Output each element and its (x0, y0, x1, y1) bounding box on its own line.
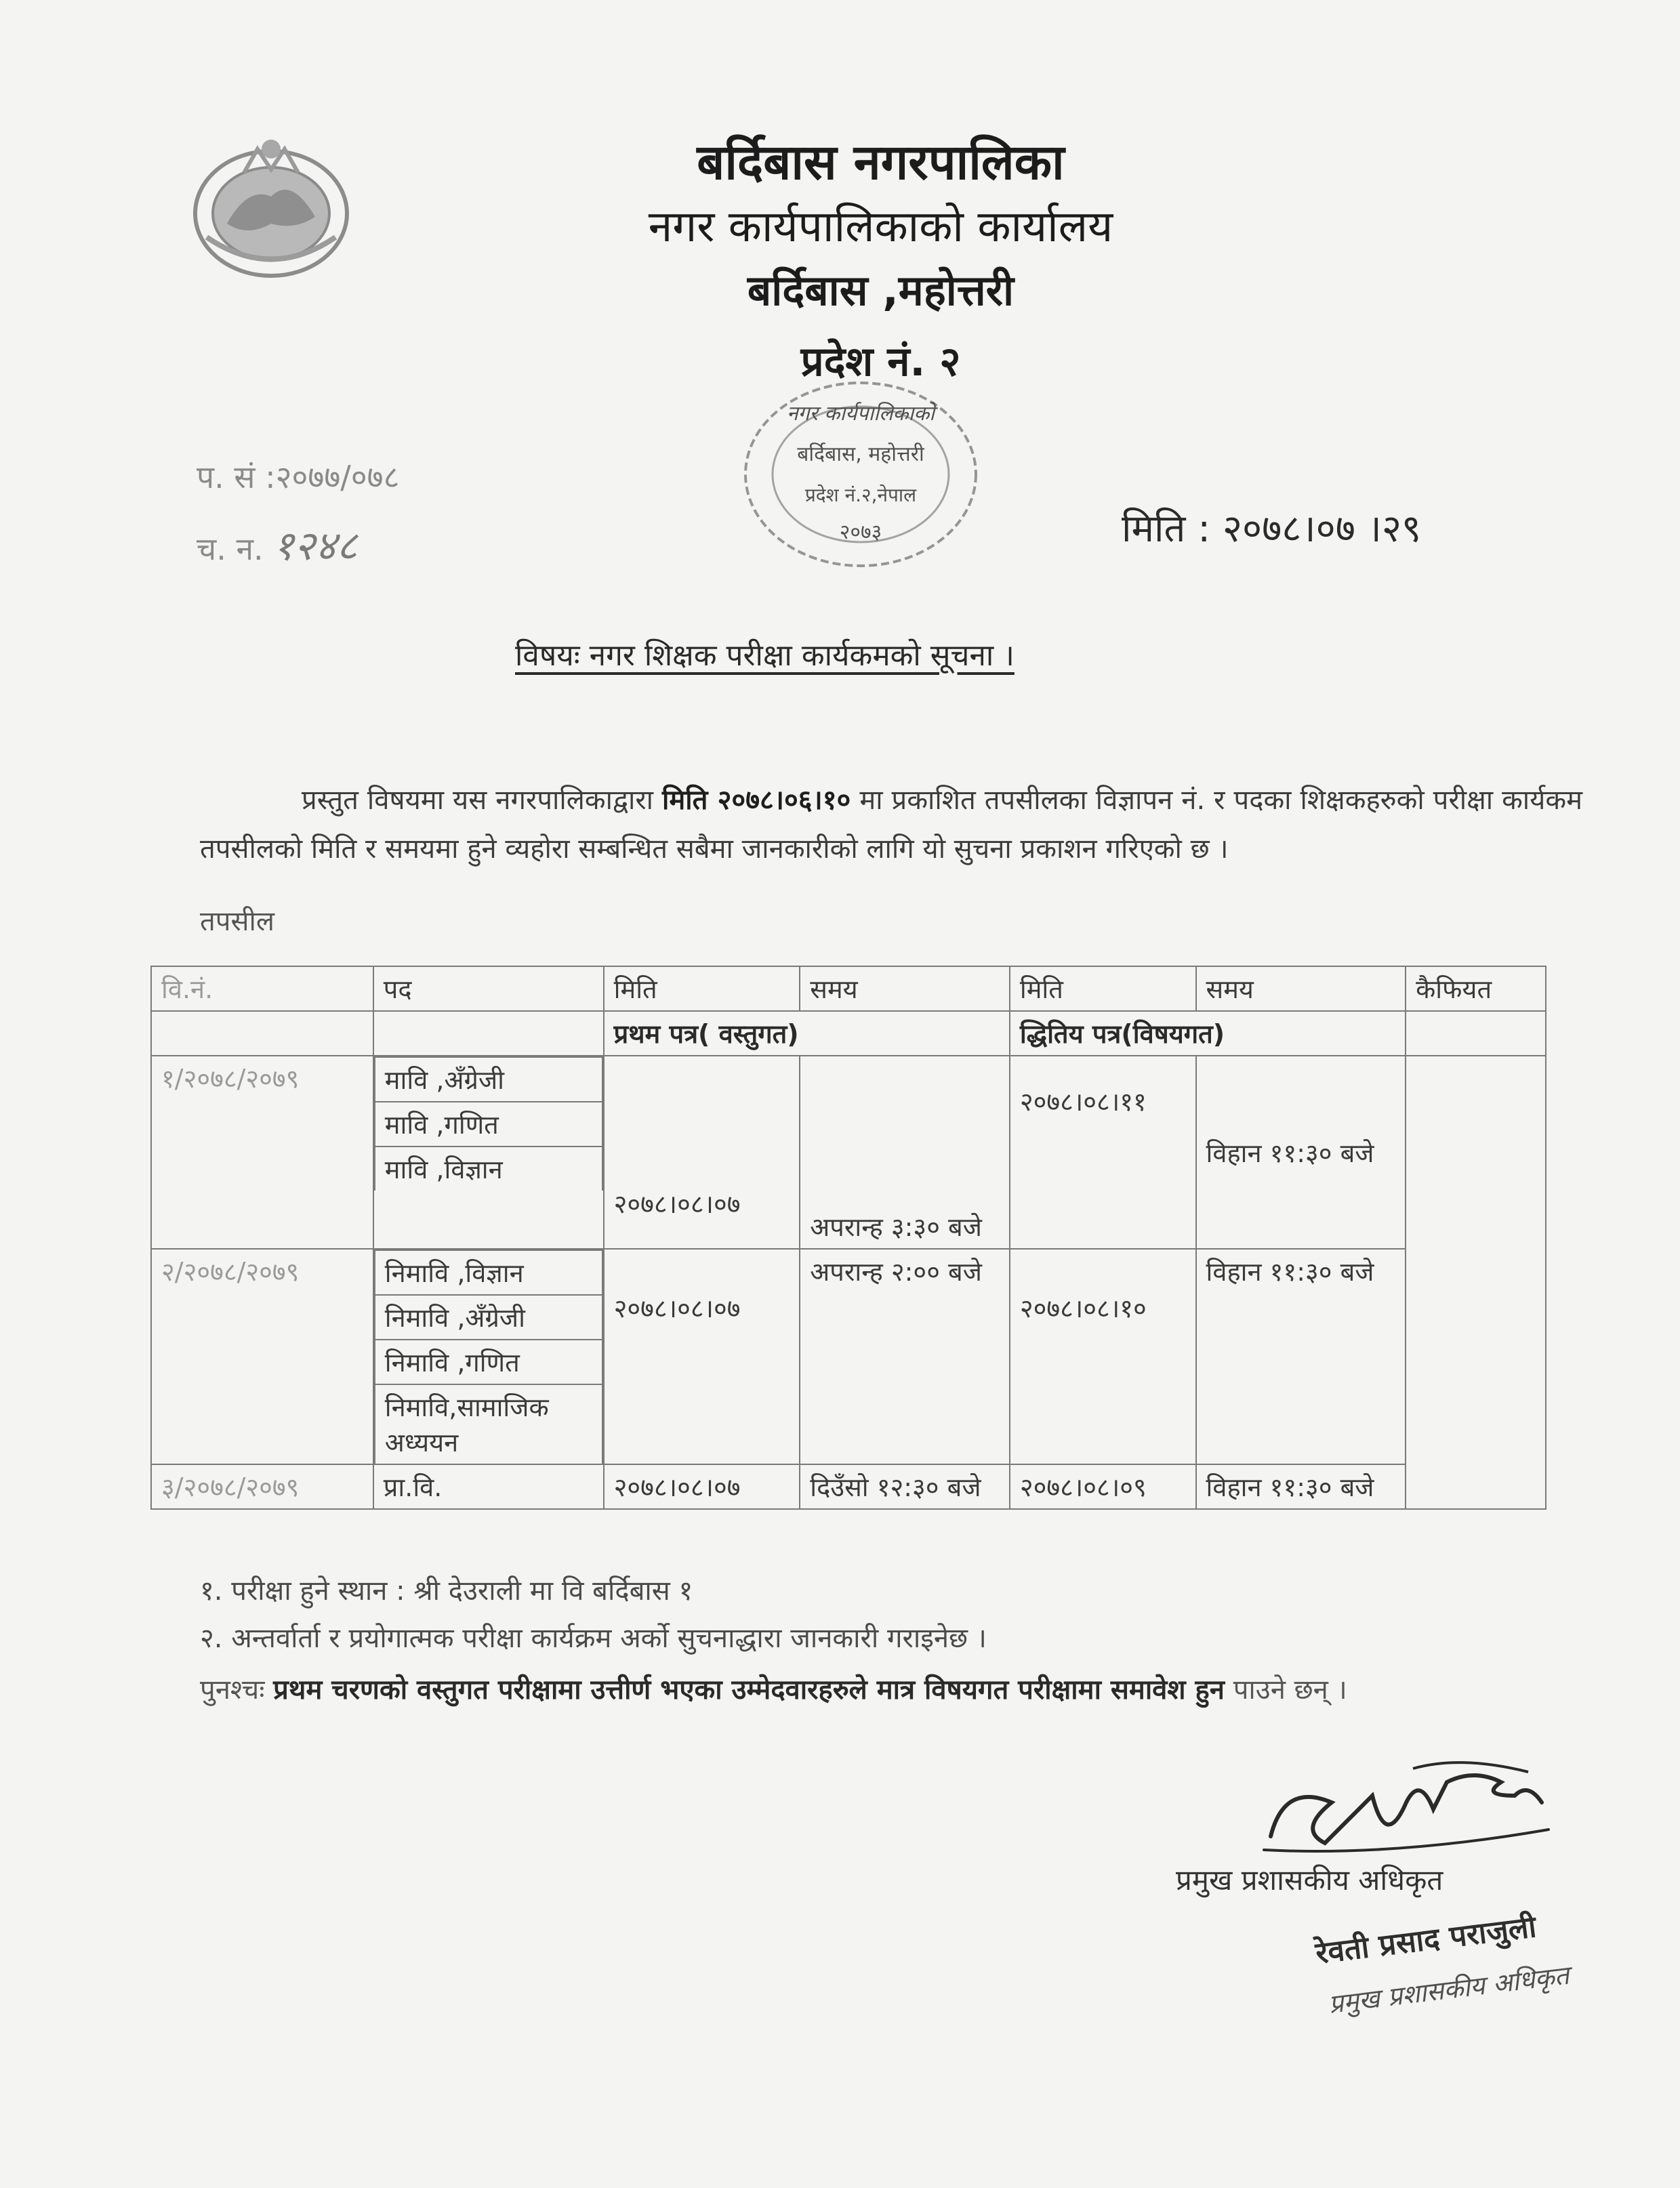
municipality-name: बर्दिबास नगरपालिका (697, 133, 1065, 190)
signature (1257, 1755, 1562, 1870)
row-serial: २/२०७८/२०७९ (151, 1249, 373, 1464)
svg-text:२०७३: २०७३ (839, 520, 882, 544)
exam-schedule-table (150, 966, 1546, 1510)
office-stamp (732, 373, 989, 576)
interview-note: २. अन्तर्वार्ता र प्रयोगात्मक परीक्षा कार्यक्रम अर्को सुचनाद्धारा जानकारी गराइनेछ । (200, 1623, 987, 1654)
paper-2-label: द्धितिय पत्र(विषयगत) (1010, 1011, 1406, 1056)
stamp-title: प्रमुख प्रशासकीय अधिकृत (1327, 1960, 1571, 2019)
dispatch-label: च. न. (197, 531, 264, 567)
postscript-note: पुनश्चः प्रथम चरणको वस्तुगत परीक्षामा उत्तीर्ण भएका उम्मेदवारहरुले मात्र विषयगत परीक्षामा समावेश हुन पाउने छन् । (200, 1674, 1347, 1706)
row-time-2: विहान ११:३० बजे (1196, 1056, 1406, 1249)
subject-line: विषयः नगर शिक्षक परीक्षा कार्यकमको सूचना । (515, 638, 1015, 673)
post-item: निमावि ,अँग्रेजी (375, 1295, 602, 1340)
header-post: पद (373, 966, 604, 1011)
table-header-row (151, 966, 1546, 1011)
row-serial: ३/२०७८/२०७९ (151, 1464, 373, 1509)
post-item: निमावि ,गणित (375, 1340, 602, 1384)
header-date-2: मिति (1010, 966, 1196, 1011)
dispatch-number-row (197, 516, 357, 572)
row-date-1: २०७८।०८।०७ (604, 1464, 800, 1509)
row-posts: प्रा.वि. (373, 1464, 604, 1509)
office-location: बर्दिबास ,महोत्तरी (747, 266, 1015, 315)
office-name: नगर कार्यपालिकाको कार्यालय (648, 202, 1113, 252)
table-subheader-row (151, 1011, 1546, 1056)
publication-date: मिति २०७८।०६।१० (662, 785, 851, 816)
row-date-2: २०७८।०८।११ (1010, 1056, 1196, 1249)
dispatch-number: १२४८ (272, 522, 358, 570)
row-time-1: दिउँसो १२:३० बजे (800, 1464, 1010, 1509)
header-time-1: समय (800, 966, 1010, 1011)
header-date-1: मिति (604, 966, 800, 1011)
letter-number: प. सं :२०७७/०७८ (197, 459, 400, 495)
header-remarks: कैफियत (1406, 966, 1546, 1011)
paper-1-label: प्रथम पत्र( वस्तुगत) (604, 1011, 1010, 1056)
post-item: मावि ,विज्ञान (375, 1147, 602, 1191)
row-date-1: २०७८।०८।०७ (604, 1249, 800, 1464)
row-date-1: २०७८।०८।०७ (604, 1056, 800, 1249)
name-stamp (1311, 1907, 1576, 2023)
exam-venue-note: १. परीक्षा हुने स्थान : श्री देउराली मा वि बर्दिबास १ (200, 1575, 693, 1607)
svg-text:नगर कार्यपालिकाको: नगर कार्यपालिकाको (786, 402, 935, 426)
row-date-2: २०७८।०८।१० (1010, 1249, 1196, 1464)
row-time-2: विहान ११:३० बजे (1196, 1249, 1406, 1464)
header-serial: वि.नं. (151, 966, 373, 1011)
header-time-2: समय (1196, 966, 1406, 1011)
details-label: तपसील (200, 906, 275, 937)
table-row (151, 1464, 1546, 1509)
body-paragraph: प्रस्तुत विषयमा यस नगरपालिकाद्वारा मिति २०७८।०६।१० मा प्रकाशित तपसीलका विज्ञापन नं. र पदका शिक्षकहरुको परीक्षा कार्यकम तपसीलको मिति र समयमा हुने व्यहोरा सम्बन्धित सबैमा जानकारीको लागि यो सुचना प्रकाशन गरिएको छ । (200, 785, 1583, 865)
row-serial: १/२०७८/२०७९ (151, 1056, 373, 1249)
post-item: निमावि,सामाजिक अध्ययन (375, 1384, 602, 1464)
row-time-2: विहान ११:३० बजे (1196, 1464, 1406, 1509)
signatory-title: प्रमुख प्रशासकीय अधिकृत (1176, 1863, 1443, 1897)
post-item: मावि ,अँग्रेजी (375, 1057, 602, 1102)
post-item: मावि ,गणित (375, 1102, 602, 1147)
row-date-2: २०७८।०८।०९ (1010, 1464, 1196, 1509)
row-posts (373, 1056, 604, 1249)
province-name: प्रदेश नं. २ (800, 338, 961, 386)
table-row (151, 1249, 1546, 1464)
svg-text:बर्दिबास, महोत्तरी: बर्दिबास, महोत्तरी (797, 442, 924, 466)
row-time-1: अपरान्ह ३:३० बजे (800, 1056, 1010, 1249)
row-remarks (1406, 1056, 1546, 1509)
row-time-1: अपरान्ह २:०० बजे (800, 1249, 1010, 1464)
svg-text:प्रदेश नं.२,नेपाल: प्रदेश नं.२,नेपाल (804, 484, 917, 506)
post-item: निमावि ,विज्ञान (375, 1250, 602, 1295)
table-row (151, 1056, 1546, 1249)
signatory-name: रेवती प्रसाद पराजुली (1313, 1910, 1538, 1971)
row-posts (373, 1249, 604, 1464)
notice-date: मिति : २०७८।०७ ।२९ (1122, 507, 1422, 551)
